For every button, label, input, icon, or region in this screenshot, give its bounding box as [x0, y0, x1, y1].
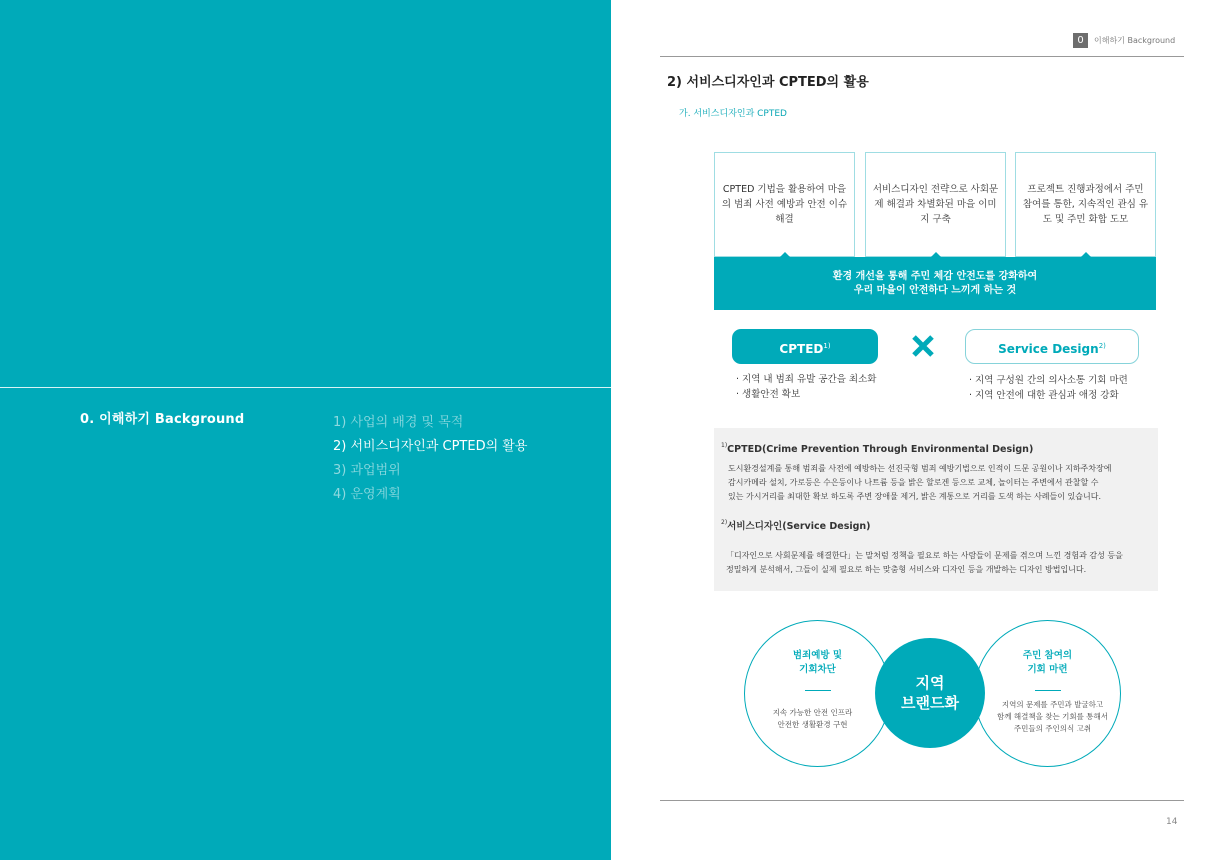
center-line: 지역 [915, 674, 945, 692]
goal-banner [714, 257, 1156, 310]
footnote-body [726, 549, 1146, 577]
cpted-pill [732, 329, 878, 364]
goal-text: 서비스디자인 전략으로 사회문제 해결과 차별화된 마을 이미지 구축 [872, 184, 999, 225]
banner-line: 환경 개선을 통해 주민 체감 안전도를 강화하여 [832, 270, 1038, 282]
footnote-marker: 1) [823, 342, 831, 350]
goal-box-cpted [714, 152, 855, 257]
goal-box-participation [1015, 152, 1156, 257]
toc-item-active[interactable]: 2) 서비스디자인과 CPTED의 활용 [333, 439, 528, 454]
footnote-title [721, 518, 871, 532]
list-item: · 지역 구성원 간의 의사소통 기회 마련 [969, 373, 1128, 388]
circle-desc-line: 지역의 문제를 주민과 발굴하고 [1001, 700, 1104, 709]
circle-title-line: 기회 마련 [1027, 664, 1068, 675]
footnote-line: 도시환경설계를 통해 범죄를 사전에 예방하는 선진국형 범죄 예방기법으로 인적이 드문 공원이나 지하주차장에 [728, 464, 1112, 473]
circle-title-line: 주민 참여의 [1022, 650, 1073, 661]
list-item: · 지역 안전에 대한 관심과 애정 강화 [969, 388, 1128, 403]
circle-title [975, 649, 1120, 677]
circle-desc [745, 707, 890, 731]
goal-text: 프로젝트 진행과정에서 주민 참여를 통한, 지속적인 관심 유도 및 주민 화합 도모 [1022, 184, 1149, 225]
footnote-title-text: 서비스디자인(Service Design) [727, 521, 871, 532]
circle-divider [805, 690, 831, 691]
list-item: · 지역 내 범죄 유발 공간을 최소화 [736, 372, 876, 387]
circle-desc [975, 699, 1120, 735]
circle-desc-line: 주민들의 주인의식 고취 [1013, 724, 1092, 733]
list-item: · 생활안전 확보 [736, 387, 876, 402]
footnote-body [728, 462, 1148, 504]
cpted-bullets [736, 372, 876, 402]
circle-desc-line: 함께 해결책을 찾는 기회를 통해서 [997, 712, 1108, 721]
service-design-pill [965, 329, 1139, 364]
cpted-label: CPTED [779, 342, 824, 356]
goal-text: CPTED 기법을 활용하여 마을의 범죄 사전 예방과 안전 이슈 해결 [721, 184, 848, 225]
footnote-title-text: CPTED(Crime Prevention Through Environmental Design) [727, 444, 1034, 455]
venn-circle-crime-prevention [744, 620, 891, 767]
circle-divider [1035, 690, 1061, 691]
running-header: 이해하기 Background [1094, 36, 1176, 45]
banner-line: 우리 마을이 안전하다 느끼게 하는 것 [853, 284, 1017, 296]
service-design-bullets [969, 373, 1128, 403]
table-of-contents [333, 411, 527, 507]
page-number: 14 [1166, 817, 1178, 827]
sub-title: 가. 서비스디자인과 CPTED [679, 109, 787, 119]
service-design-label: Service Design [998, 342, 1099, 356]
circle-desc-line: 안전한 생활환경 구현 [777, 720, 848, 729]
center-line: 브랜드화 [901, 694, 959, 712]
chapter-title: 0. 이해하기 Background [80, 412, 245, 427]
circle-desc-line: 지속 가능한 안전 인프라 [772, 708, 853, 717]
footnote-line: 감시카메라 설치, 가로등은 수은등이나 나트륨 등을 밝은 할로겐 등으로 교체, 놀이터는 주변에서 관찰할 수 [728, 478, 1099, 487]
circle-title [745, 649, 890, 677]
goal-box-service-design [865, 152, 1006, 257]
left-divider [0, 387, 611, 388]
footnote-title [721, 442, 1033, 455]
circle-title-line: 범죄예방 및 [792, 650, 843, 661]
footnote-line: 정밀하게 분석해서, 그들이 실제 필요로 하는 맞춤형 서비스와 디자인 등을 개발하는 디자인 방법입니다. [726, 565, 1087, 574]
toc-item[interactable]: 1) 사업의 배경 및 목적 [333, 415, 464, 430]
footnote-number: 1) [721, 442, 728, 449]
multiply-icon [910, 333, 936, 359]
circle-title-line: 기회차단 [799, 664, 836, 675]
header-rule [660, 56, 1184, 57]
footnote-number: 2) [721, 519, 728, 526]
footnote-marker: 2) [1098, 342, 1106, 350]
chapter-badge: 0 [1073, 33, 1088, 48]
venn-center-branding [875, 638, 985, 748]
footer-rule [660, 800, 1184, 801]
footnote-line: 「디자인으로 사회문제를 해결한다」는 말처럼 정책을 필요로 하는 사람들이 문제를 겪으며 느낀 경험과 감성 등을 [726, 551, 1123, 560]
section-title: 2) 서비스디자인과 CPTED의 활용 [667, 75, 869, 90]
toc-item[interactable]: 4) 운영계획 [333, 487, 401, 502]
toc-item[interactable]: 3) 과업범위 [333, 463, 401, 478]
venn-circle-participation [974, 620, 1121, 767]
footnote-line: 있는 가시거리를 최대한 확보 하도록 주변 장애물 제거, 밝은 계통으로 거리를 도색 하는 사례들이 있습니다. [728, 492, 1101, 501]
footnotes-box [714, 428, 1158, 591]
